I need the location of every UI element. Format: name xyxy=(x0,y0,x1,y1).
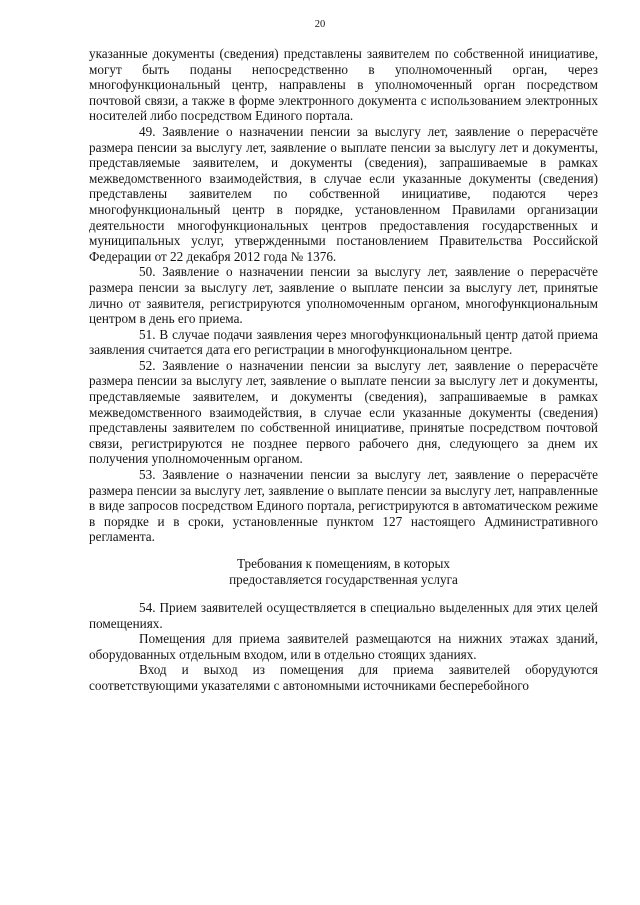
page-number: 20 xyxy=(314,19,326,30)
paragraph-54: 54. Прием заявителей осуществляется в специально выделенных для этих целей помещениях. xyxy=(89,600,598,631)
section-heading-line-2: предоставляется государственная услуга xyxy=(229,572,458,587)
paragraph-premises-location: Помещения для приема заявителей размещаются на нижних этажах зданий, оборудованных отдельным входом, или в отдельно стоящих зданиях. xyxy=(89,631,598,662)
paragraph-continuation: указанные документы (сведения) представлены заявителем по собственной инициативе, могут быть поданы непосредственно в уполномоченный орган, через многофункциональный центр, направлены в уполномоченный орган посредством почтовой связи, а также в форме электронного документа с использованием электронных носителей либо посредством Единого портала. xyxy=(89,46,598,124)
section-heading xyxy=(89,556,598,588)
document-body xyxy=(89,46,598,694)
paragraph-51: 51. В случае подачи заявления через многофункциональный центр датой приема заявления считается дата его регистрации в многофункциональном центре. xyxy=(89,326,598,358)
section-heading-line-1: Требования к помещениям, в которых xyxy=(236,556,451,571)
paragraph-52: 52. Заявление о назначении пенсии за выслугу лет, заявление о перерасчёте размера пенсии за выслугу лет, заявление о выплате пенсии за выслугу лет и документы, представляемые заявителем, и документы (сведения), запрашиваемые в рамках межведомственного взаимодействия, в случае если указанные документы (сведения) представлены заявителем по собственной инициативе, принятые посредством почтовой связи, регистрируются не позднее первого рабочего дня, следующего за днем их получения уполномоченным органом. xyxy=(89,357,598,467)
paragraph-53: 53. Заявление о назначении пенсии за выслугу лет, заявление о перерасчёте размера пенсии за выслугу лет, заявление о выплате пенсии за выслугу лет, направленные в виде запросов посредством Единого портала, регистрируются в автоматическом режиме в порядке и в сроки, установленные пунктом 127 настоящего Административного регламента. xyxy=(89,467,598,545)
paragraph-49: 49. Заявление о назначении пенсии за выслугу лет, заявление о перерасчёте размера пенсии за выслугу лет, заявление о выплате пенсии за выслугу лет и документы, представляемые заявителем, и документы (сведения), запрашиваемые в рамках межведомственного взаимодействия, в случае если указанные документы (сведения) представлены заявителем по собственной инициативе, подаются через многофункциональный центр в порядке, установленном Правилами организации деятельности многофункциональных центров предоставления государственных и муниципальных услуг, утвержденными постановлением Правительства Российской Федерации от 22 декабря 2012 года № 1376. xyxy=(89,123,598,264)
paragraph-entrance-exit: Вход и выход из помещения для приема заявителей оборудуются соответствующими указателями с автономными источниками бесперебойного xyxy=(89,662,598,693)
paragraph-50: 50. Заявление о назначении пенсии за выслугу лет, заявление о перерасчёте размера пенсии за выслугу лет, заявление о выплате пенсии за выслугу лет, принятые лично от заявителя, регистрируются уполномоченным органом, многофункциональным центром в день его приема. xyxy=(89,264,598,327)
